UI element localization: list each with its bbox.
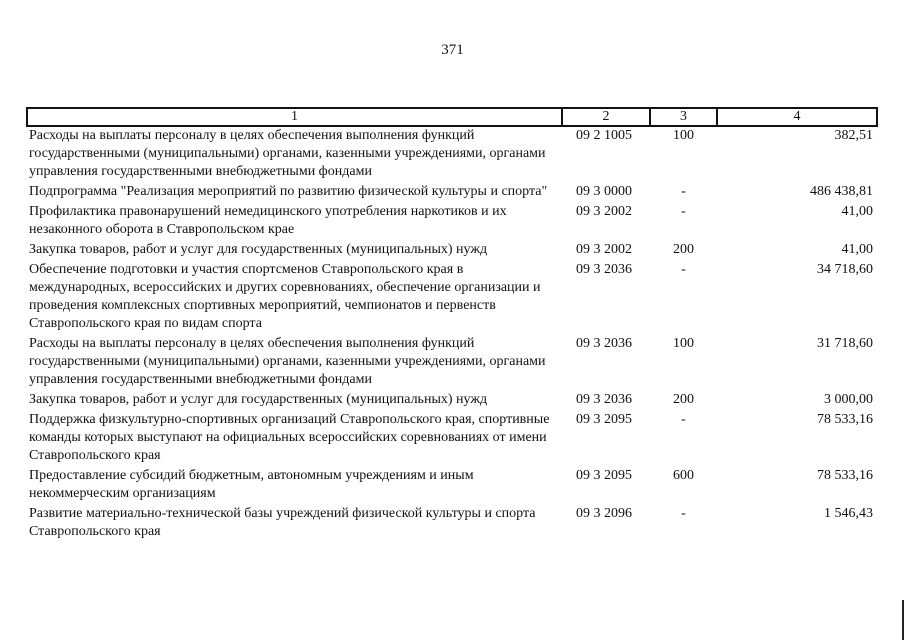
- row-type: 100: [673, 128, 694, 143]
- row-code: 09 2 1005: [576, 128, 632, 143]
- column-header-amount: 4: [717, 108, 877, 126]
- row-code: 09 3 2096: [576, 506, 632, 521]
- row-name: Закупка товаров, работ и услуг для государственных (муниципальных) нужд: [29, 242, 488, 257]
- table-row: [27, 505, 877, 543]
- row-amount: 1 546,43: [824, 506, 873, 521]
- row-amount: 31 718,60: [817, 336, 873, 351]
- row-name: Закупка товаров, работ и услуг для государственных (муниципальных) нужд: [29, 392, 488, 407]
- row-code: 09 3 2036: [576, 392, 632, 407]
- column-header-code: 2: [562, 108, 650, 126]
- table-row: [27, 241, 877, 261]
- scan-edge-mark: [902, 600, 904, 640]
- row-amount: 382,51: [834, 128, 873, 143]
- column-header-type: 3: [650, 108, 717, 126]
- row-name: Профилактика правонарушений немедицинского употребления наркотиков и их незаконного оборота в Ставропольском крае: [29, 204, 507, 237]
- row-code: 09 3 2095: [576, 412, 632, 427]
- row-name: Предоставление субсидий бюджетным, автономным учреждениям и иным некоммерческим организациям: [29, 468, 474, 501]
- row-name: Обеспечение подготовки и участия спортсменов Ставропольского края в международных, всероссийских и других соревнованиях, обеспечение организации и проведения комплексных спортивных мероприятий, чемпионатов и первенств Ставропольского края по видам спорта: [29, 262, 541, 331]
- row-amount: 3 000,00: [824, 392, 873, 407]
- table-row: [27, 203, 877, 241]
- row-type: -: [681, 204, 686, 219]
- row-type: -: [681, 184, 686, 199]
- table-row: [27, 183, 877, 203]
- row-type: -: [681, 506, 686, 521]
- row-code: 09 3 2095: [576, 468, 632, 483]
- row-code: 09 3 2036: [576, 336, 632, 351]
- row-name: Расходы на выплаты персоналу в целях обеспечения выполнения функций государственными (муниципальными) органами, казенными учреждениями, органами управления государственными внебюджетными фондами: [29, 336, 546, 387]
- row-code: 09 3 2036: [576, 262, 632, 277]
- row-amount: 41,00: [841, 242, 873, 257]
- row-type: -: [681, 412, 686, 427]
- row-amount: 486 438,81: [810, 184, 873, 199]
- budget-table: [26, 107, 878, 543]
- row-name: Развитие материально-технической базы учреждений физической культуры и спорта Ставропольского края: [29, 506, 536, 539]
- table-row: [27, 126, 877, 183]
- table-header-row: [27, 108, 877, 126]
- row-name: Расходы на выплаты персоналу в целях обеспечения выполнения функций государственными (муниципальными) органами, казенными учреждениями, органами управления государственными внебюджетными фондами: [29, 128, 546, 179]
- row-name: Подпрограмма "Реализация мероприятий по развитию физической культуры и спорта": [29, 184, 548, 199]
- row-amount: 34 718,60: [817, 262, 873, 277]
- row-type: 200: [673, 242, 694, 257]
- row-code: 09 3 2002: [576, 242, 632, 257]
- row-type: 100: [673, 336, 694, 351]
- row-amount: 78 533,16: [817, 468, 873, 483]
- row-type: -: [681, 262, 686, 277]
- table-row: [27, 261, 877, 335]
- table-row: [27, 335, 877, 391]
- table-row: [27, 391, 877, 411]
- row-amount: 78 533,16: [817, 412, 873, 427]
- row-code: 09 3 2002: [576, 204, 632, 219]
- page-number: 371: [441, 42, 464, 58]
- row-name: Поддержка физкультурно-спортивных организаций Ставропольского края, спортивные команды которых выступают на официальных всероссийских соревнованиях от имени Ставропольского края: [29, 412, 550, 463]
- row-type: 600: [673, 468, 694, 483]
- table-row: [27, 411, 877, 467]
- column-header-name: 1: [27, 108, 562, 126]
- row-amount: 41,00: [841, 204, 873, 219]
- row-type: 200: [673, 392, 694, 407]
- row-code: 09 3 0000: [576, 184, 632, 199]
- table-row: [27, 467, 877, 505]
